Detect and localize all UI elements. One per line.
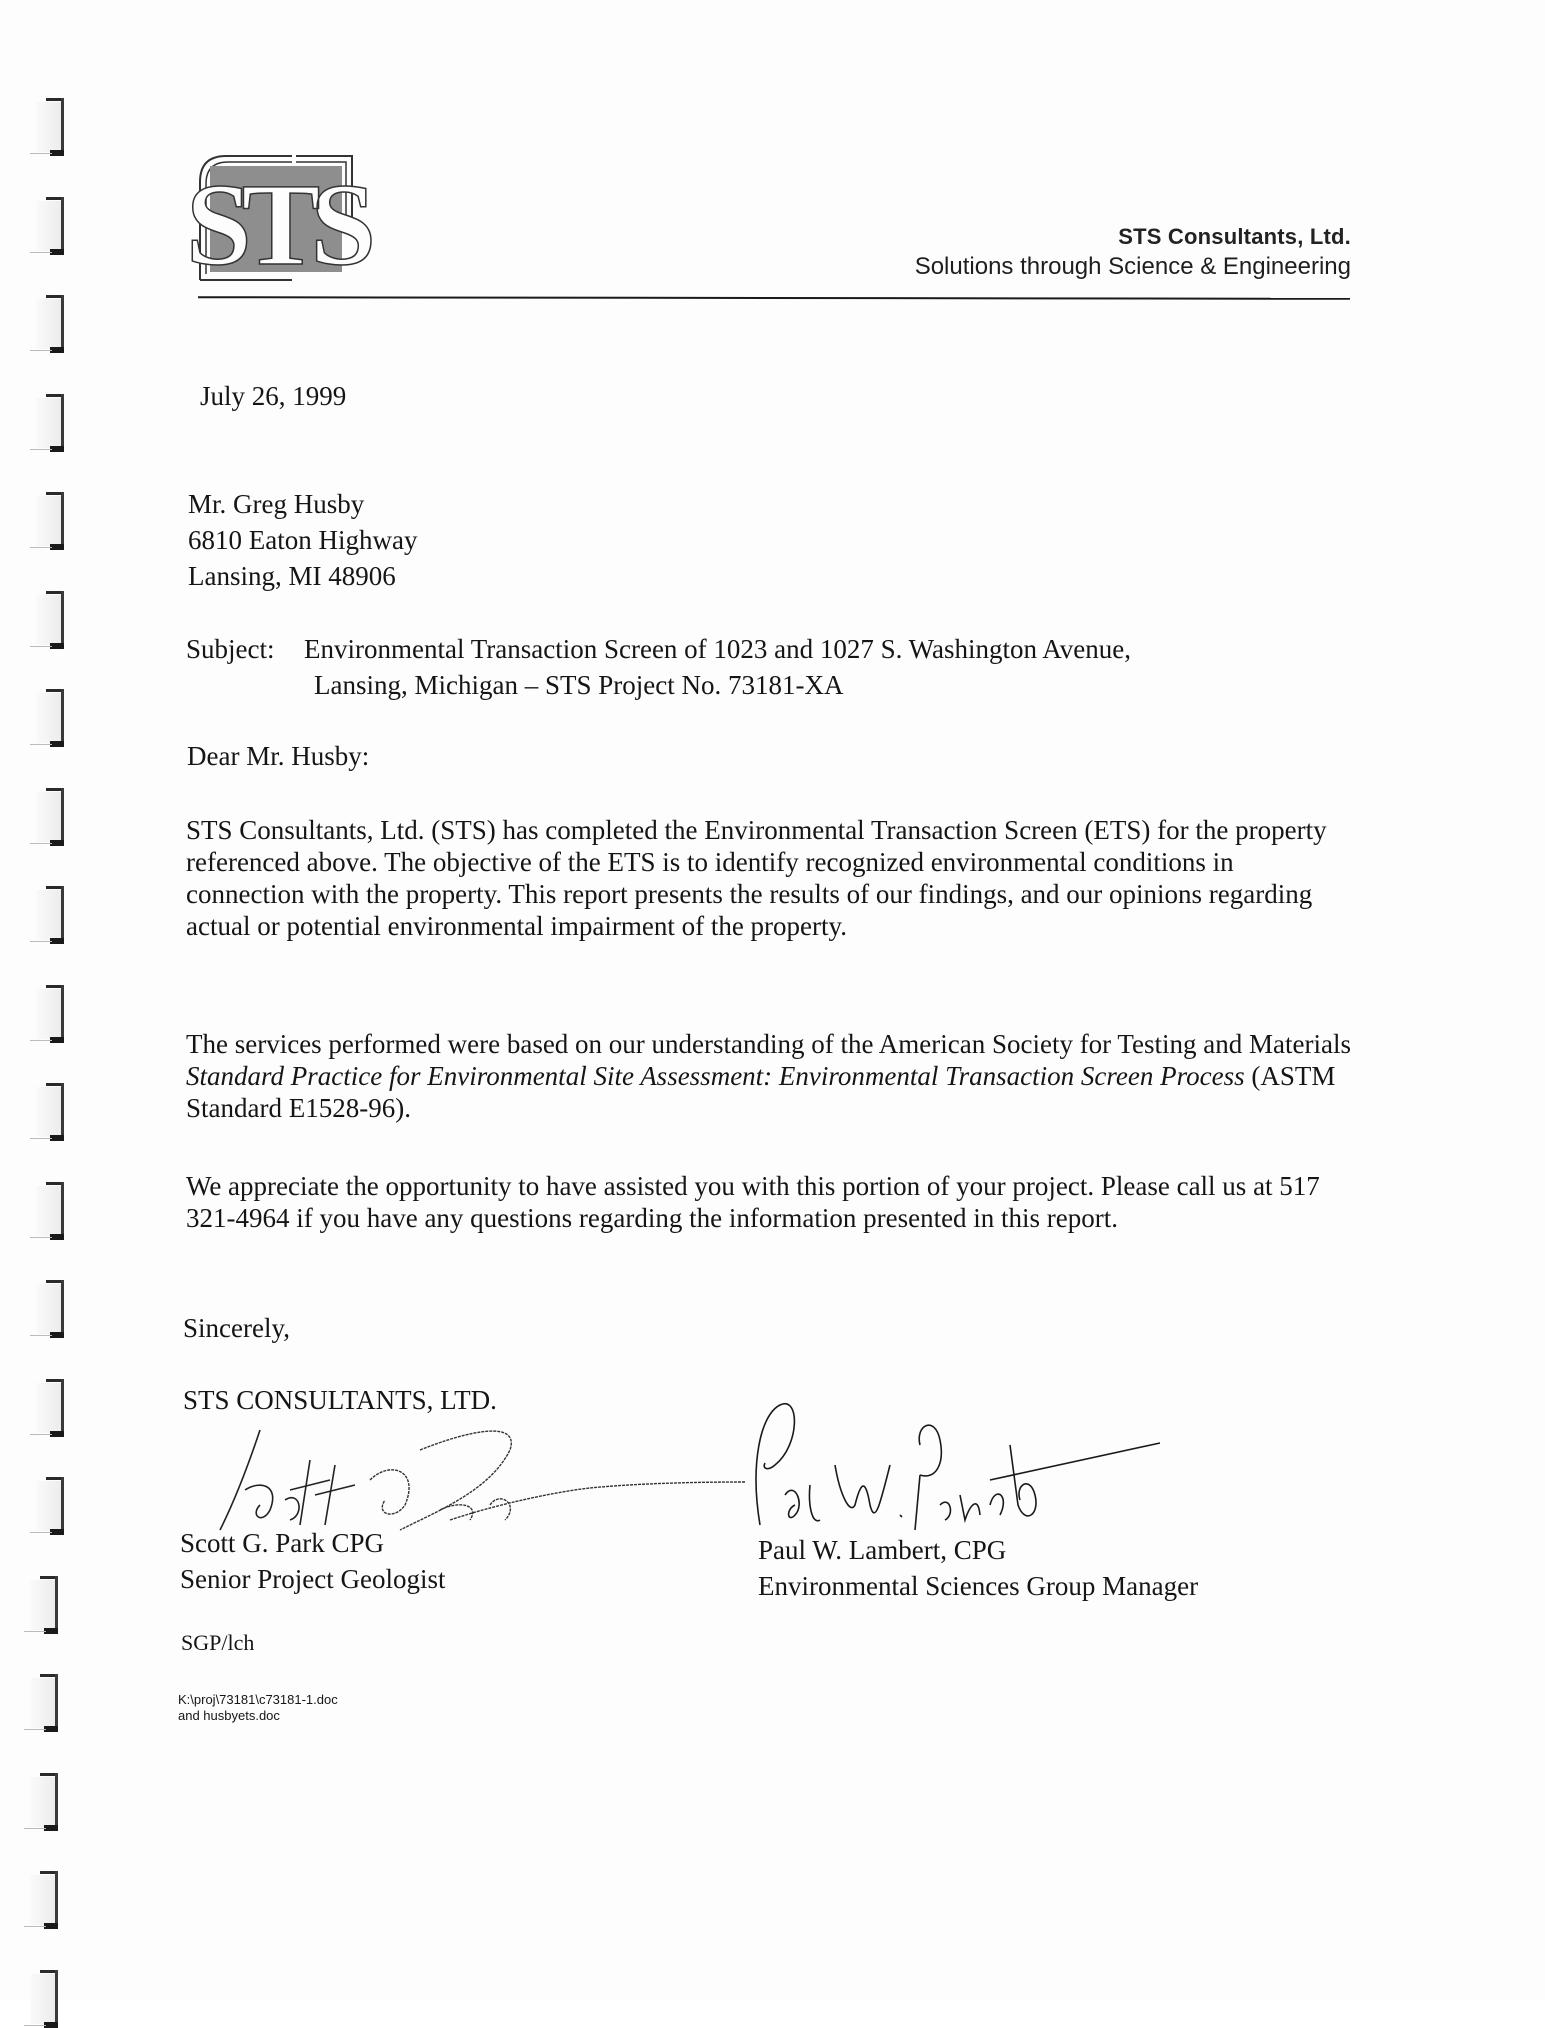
binding-hole: [30, 98, 66, 154]
closing: Sincerely,: [183, 1313, 290, 1343]
typist-initials: SGP/lch: [181, 1630, 255, 1655]
body-paragraph-3: We appreciate the opportunity to have assisted you with this portion of your project. Please call us at 517 321-4964 if you have any questions regarding the information presented in this report.: [186, 1171, 1320, 1233]
binding-holes: [0, 0, 80, 2000]
standard-title: Standard Practice for Environmental Site Assessment: Environmental Transaction Screen Process: [186, 1061, 1245, 1091]
salutation: Dear Mr. Husby:: [187, 741, 370, 771]
recipient-name: Mr. Greg Husby: [188, 489, 365, 519]
binding-hole: [30, 394, 66, 450]
binding-hole: [24, 1576, 60, 1632]
letterhead-divider: [198, 296, 1350, 300]
sts-logo: [186, 152, 366, 290]
binding-hole: [30, 886, 66, 942]
company-tagline: Solutions through Science & Engineering: [914, 253, 1351, 280]
binding-hole: [30, 788, 66, 844]
svg-text:STS: STS: [186, 159, 366, 290]
signer-1-name: Scott G. Park CPG: [180, 1528, 385, 1558]
binding-hole: [30, 985, 66, 1041]
subject-line-1: Environmental Transaction Screen of 1023 and 1027 S. Washington Avenue,: [304, 634, 1131, 664]
file-reference: [178, 1692, 338, 1724]
recipient-city: Lansing, MI 48906: [188, 561, 396, 591]
signer-2-name: Paul W. Lambert, CPG: [758, 1535, 1007, 1565]
binding-hole: [24, 1970, 60, 2026]
recipient-street: 6810 Eaton Highway: [188, 525, 418, 555]
paragraph-2-tail: (ASTM Standard E1528-96).: [186, 1061, 1336, 1123]
recipient-address: [188, 486, 417, 594]
signer-2: [758, 1532, 1198, 1604]
subject-label: Subject:: [186, 634, 275, 664]
body-paragraph-1: STS Consultants, Ltd. (STS) has completed the Environmental Transaction Screen (ETS) for the property referenced above. The objective of the ETS is to identify recognized environmental conditions in connection with the property. This report presents the results of our findings, and our opinions regarding actual or potential environmental impairment of the property.: [186, 815, 1327, 941]
firm-name: STS CONSULTANTS, LTD.: [183, 1385, 497, 1415]
signer-1-title: Senior Project Geologist: [180, 1564, 446, 1594]
binding-hole: [30, 1280, 66, 1336]
binding-hole: [24, 1773, 60, 1829]
signer-2-title: Environmental Sciences Group Manager: [758, 1571, 1199, 1601]
binding-hole: [30, 197, 66, 253]
binding-hole: [30, 1083, 66, 1139]
signer-1: [180, 1525, 445, 1597]
binding-hole: [30, 492, 66, 548]
subject-line-2: Lansing, Michigan – STS Project No. 73181-XA: [314, 670, 844, 700]
binding-hole: [30, 1182, 66, 1238]
body-paragraph-2: [186, 1028, 1356, 1124]
paragraph-2-text: The services performed were based on our understanding of the American Society for Testing and Materials: [186, 1029, 1351, 1059]
binding-hole: [30, 591, 66, 647]
file-reference-line-1: K:\proj\73181\c73181-1.doc: [178, 1692, 338, 1707]
binding-hole: [30, 1379, 66, 1435]
binding-hole: [30, 295, 66, 351]
file-reference-line-2: and husbyets.doc: [178, 1708, 280, 1723]
binding-hole: [24, 1871, 60, 1927]
subject-block: [186, 631, 1131, 703]
letter-date: July 26, 1999: [200, 381, 347, 411]
signature-scott-park: [190, 1420, 750, 1540]
binding-hole: [30, 1477, 66, 1533]
signature-paul-lambert: [740, 1385, 1200, 1545]
binding-hole: [24, 1674, 60, 1730]
company-name: STS Consultants, Ltd.: [1118, 224, 1351, 249]
company-block: [915, 224, 1351, 281]
binding-hole: [30, 689, 66, 745]
